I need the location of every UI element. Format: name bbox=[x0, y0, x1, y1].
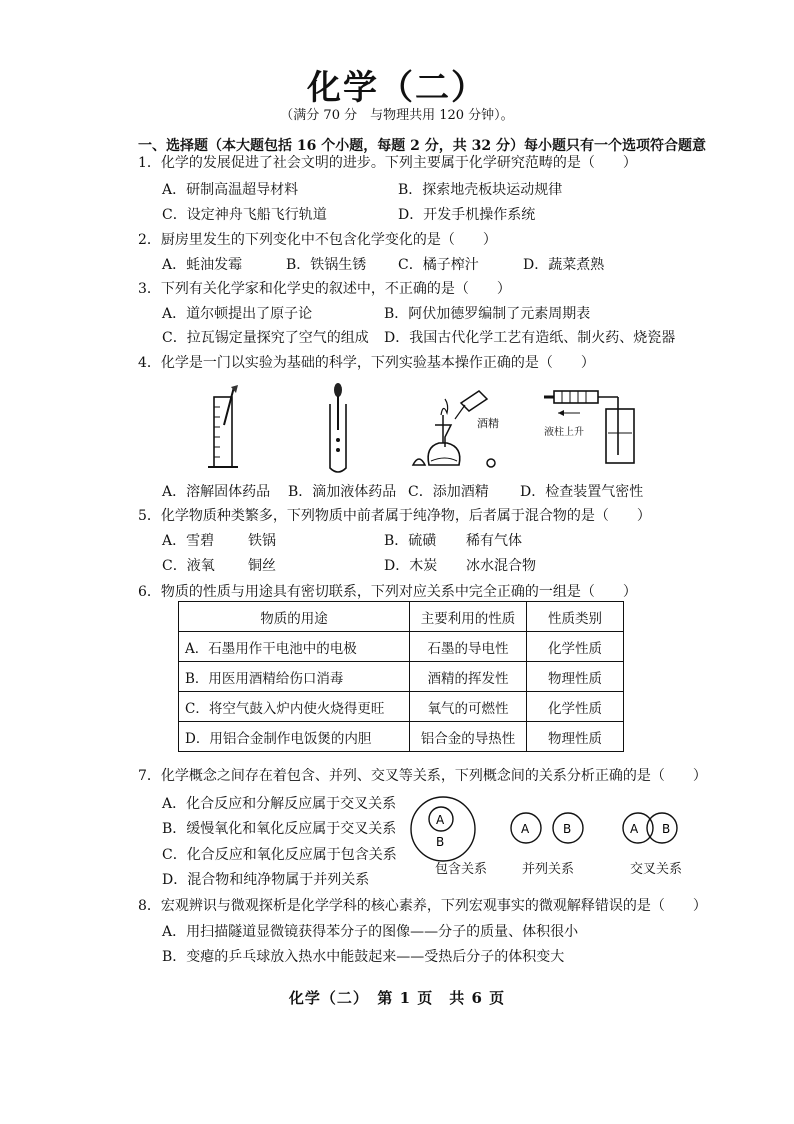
graduated-cylinder-figure bbox=[200, 385, 250, 475]
q3-option-a: A．道尔顿提出了原子论 bbox=[162, 306, 313, 322]
table-cell: C．将空气鼓入炉内使火烧得更旺 bbox=[179, 692, 410, 722]
alcohol-label: 酒精 bbox=[477, 417, 499, 430]
table-cell: 酒精的挥发性 bbox=[410, 662, 527, 692]
question-3-stem: 3．下列有关化学家和化学史的叙述中，不正确的是（ ） bbox=[138, 281, 511, 297]
question-2-stem: 2．厨房里发生的下列变化中不包含化学变化的是（ ） bbox=[138, 232, 497, 248]
page-title: 化学（二） bbox=[307, 68, 487, 108]
table-cell: 氧气的可燃性 bbox=[410, 692, 527, 722]
table-cell: 物理性质 bbox=[527, 662, 624, 692]
q4-option-a: A．溶解固体药品 bbox=[162, 484, 271, 500]
intersection-diagram bbox=[618, 810, 688, 850]
intersection-label-b: B bbox=[662, 822, 671, 836]
question-7-stem: 7．化学概念之间存在着包含、并列、交叉等关系，下列概念间的关系分析正确的是（ ） bbox=[138, 768, 707, 784]
q7-option-b: B．缓慢氧化和氧化反应属于交叉关系 bbox=[162, 821, 397, 837]
q2-option-b: B．铁锅生锈 bbox=[286, 257, 367, 273]
table-cell: 石墨的导电性 bbox=[410, 632, 527, 662]
inclusion-label-a: A bbox=[436, 813, 445, 827]
q2-option-a: A．蚝油发霉 bbox=[162, 257, 243, 273]
parallel-caption: 并列关系 bbox=[522, 862, 575, 877]
q2-option-c: C．橘子榨汁 bbox=[398, 257, 479, 273]
properties-table bbox=[178, 601, 624, 752]
q5-option-c: C．液氧 bbox=[162, 558, 215, 574]
q5-option-b: B．硫磺 bbox=[384, 533, 437, 549]
parallel-label-b: B bbox=[563, 822, 572, 836]
table-header: 主要利用的性质 bbox=[410, 602, 527, 632]
q8-option-a: A．用扫描隧道显微镜获得苯分子的图像——分子的质量、体积很小 bbox=[162, 924, 579, 940]
q1-option-b: B．探索地壳板块运动规律 bbox=[398, 182, 563, 198]
parallel-label-a: A bbox=[521, 822, 530, 836]
page-footer: 化学（二） 第 1 页 共 6 页 bbox=[288, 989, 506, 1007]
q2-option-d: D．蔬菜煮熟 bbox=[523, 257, 605, 273]
piston-label: 液柱上升 bbox=[544, 427, 584, 438]
table-cell: D．用铝合金制作电饭煲的内胆 bbox=[179, 722, 410, 752]
table-row bbox=[179, 662, 624, 692]
table-row bbox=[179, 692, 624, 722]
q5-option-d: D．木炭 bbox=[384, 558, 438, 574]
table-cell: 化学性质 bbox=[527, 632, 624, 662]
question-8-stem: 8．宏观辨识与微观探析是化学学科的核心素养，下列宏观事实的微观解释错误的是（ ） bbox=[138, 898, 707, 914]
section-heading: 一、选择题（本大题包括 16 个小题，每题 2 分，共 32 分）每小题只有一个选项符合题意 bbox=[138, 138, 706, 154]
table-header-row bbox=[179, 602, 624, 632]
table-cell: 化学性质 bbox=[527, 692, 624, 722]
dropper-test-tube-figure bbox=[318, 382, 358, 477]
q4-option-d: D．检查装置气密性 bbox=[520, 484, 644, 500]
table-cell: B．用医用酒精给伤口消毒 bbox=[179, 662, 410, 692]
question-4-stem: 4．化学是一门以实验为基础的科学，下列实验基本操作正确的是（ ） bbox=[138, 355, 595, 371]
alcohol-lamp-figure bbox=[405, 385, 515, 475]
q4-option-b: B．滴加液体药品 bbox=[288, 484, 397, 500]
q1-option-d: D．开发手机操作系统 bbox=[398, 207, 536, 223]
q5-option-b-second: 稀有气体 bbox=[466, 533, 522, 549]
table-cell: 物理性质 bbox=[527, 722, 624, 752]
question-6-stem: 6．物质的性质与用途具有密切联系，下列对应关系中完全正确的一组是（ ） bbox=[138, 584, 637, 600]
q5-option-a: A．雪碧 bbox=[162, 533, 215, 549]
q4-option-c: C．添加酒精 bbox=[408, 484, 489, 500]
q8-option-b: B．变瘪的乒乓球放入热水中能鼓起来——受热后分子的体积变大 bbox=[162, 949, 565, 965]
table-cell: A．石墨用作干电池中的电极 bbox=[179, 632, 410, 662]
parallel-diagram bbox=[506, 810, 596, 850]
table-cell: 铝合金的导热性 bbox=[410, 722, 527, 752]
q7-option-a: A．化合反应和分解反应属于交叉关系 bbox=[162, 796, 397, 812]
q1-option-a: A．研制高温超导材料 bbox=[162, 182, 299, 198]
q7-option-d: D．混合物和纯净物属于并列关系 bbox=[162, 872, 370, 888]
page-subtitle: （满分 70 分 与物理共用 120 分钟）。 bbox=[280, 108, 514, 123]
table-header: 物质的用途 bbox=[179, 602, 410, 632]
table-row bbox=[179, 722, 624, 752]
q5-option-c-second: 铜丝 bbox=[248, 558, 276, 574]
inclusion-label-b: B bbox=[436, 835, 445, 849]
q3-option-c: C．拉瓦锡定量探究了空气的组成 bbox=[162, 330, 369, 346]
table-header: 性质类别 bbox=[527, 602, 624, 632]
q5-option-a-second: 铁锅 bbox=[248, 533, 276, 549]
question-1-stem: 1．化学的发展促进了社会文明的进步。下列主要属于化学研究范畴的是（ ） bbox=[138, 155, 637, 171]
intersection-caption: 交叉关系 bbox=[630, 862, 683, 877]
q3-option-d: D．我国古代化学工艺有造纸、制火药、烧瓷器 bbox=[384, 330, 676, 346]
q7-option-c: C．化合反应和氧化反应属于包含关系 bbox=[162, 847, 397, 863]
q3-option-b: B．阿伏加德罗编制了元素周期表 bbox=[384, 306, 591, 322]
syringe-airtight-figure bbox=[540, 385, 650, 475]
inclusion-caption: 包含关系 bbox=[435, 862, 488, 877]
question-5-stem: 5．化学物质种类繁多，下列物质中前者属于纯净物，后者属于混合物的是（ ） bbox=[138, 508, 651, 524]
q1-option-c: C．设定神舟飞船飞行轨道 bbox=[162, 207, 327, 223]
table-row bbox=[179, 632, 624, 662]
q5-option-d-second: 冰水混合物 bbox=[466, 558, 536, 574]
intersection-label-a: A bbox=[630, 822, 639, 836]
